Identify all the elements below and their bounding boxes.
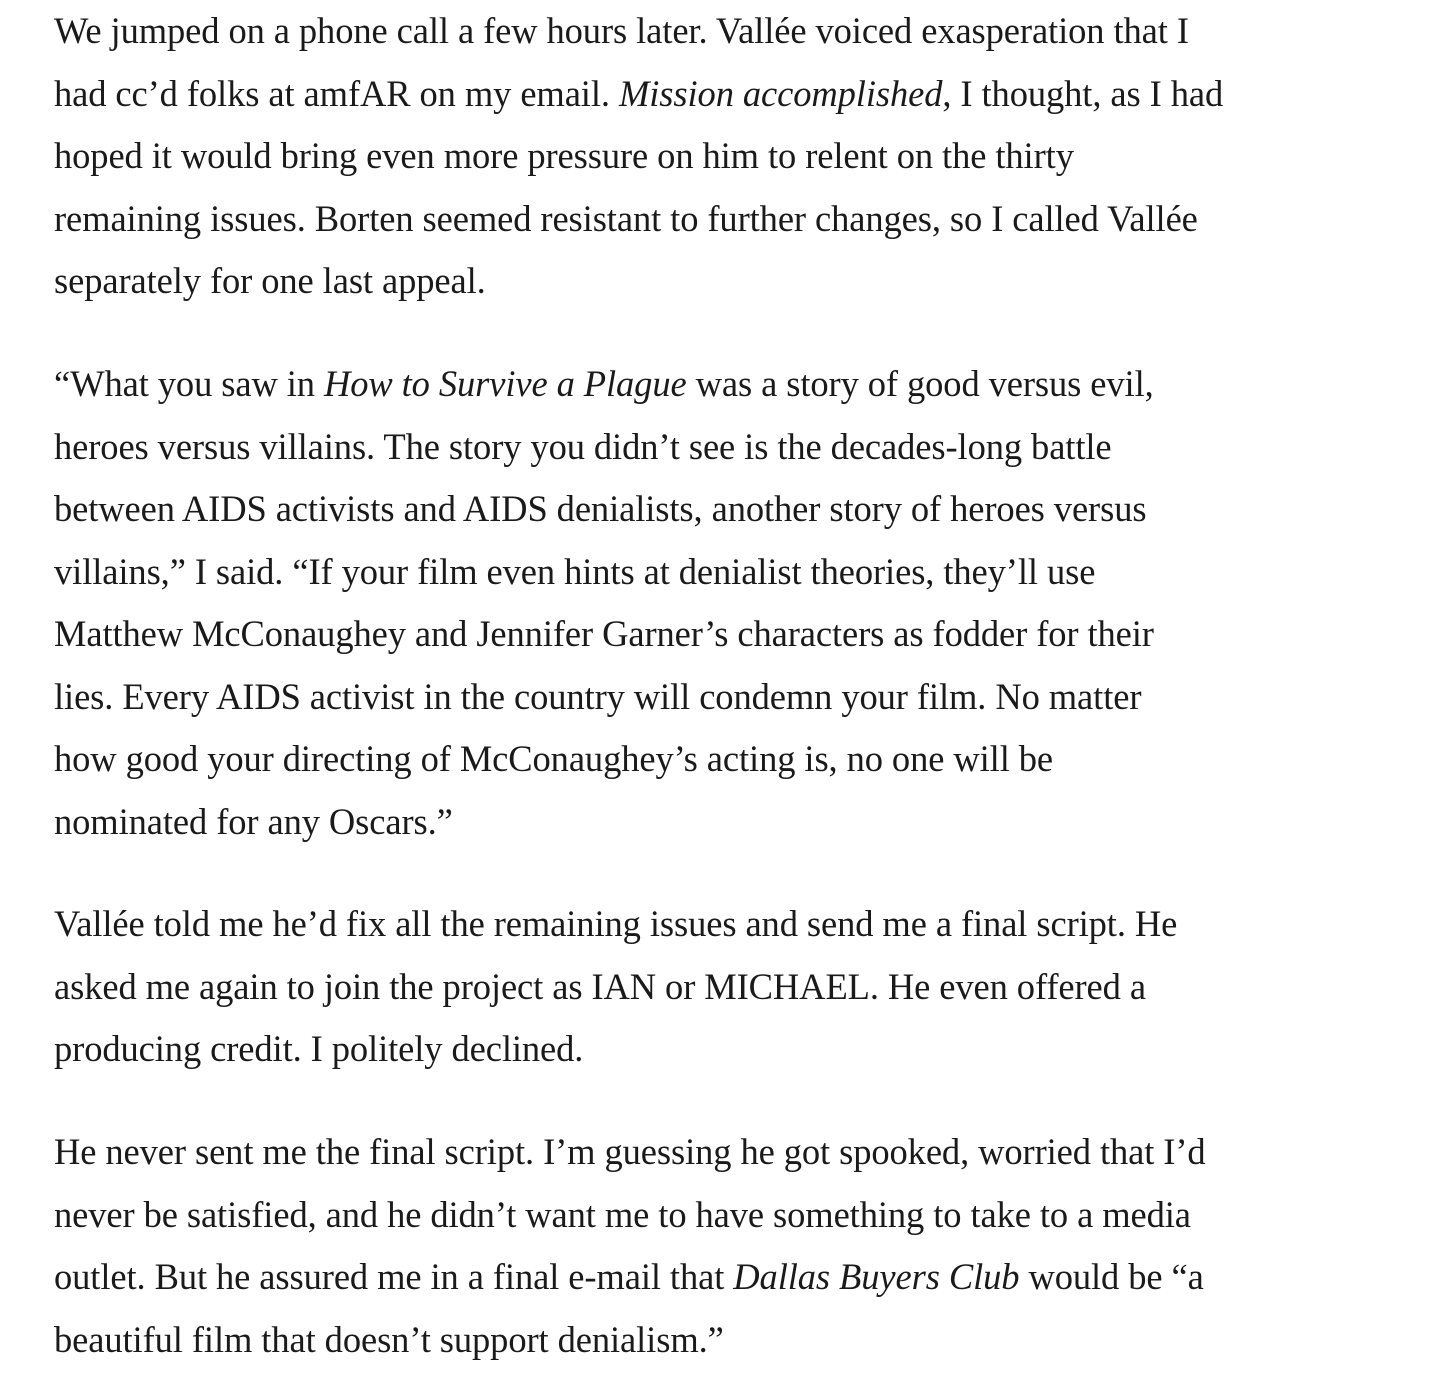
text-segment: He never sent me the final script. I’m guessing he got spooked, worried that I’d [54, 1131, 1206, 1172]
paragraph [54, 0, 1354, 313]
text-segment: , I thought, as I had [942, 72, 1224, 114]
text-line [54, 416, 1354, 479]
text-segment: heroes versus villains. The story you didn’t see is the decades-long battle [54, 425, 1112, 467]
text-line [54, 125, 1354, 188]
italic-title: Dallas Buyers Club [733, 1256, 1020, 1297]
text-line [54, 541, 1354, 604]
paragraph [54, 353, 1354, 853]
italic-title: Mission accomplished [618, 72, 943, 114]
text-line [54, 791, 1354, 854]
text-segment: Vallée told me he’d fix all the remaining issues and send me a final script. He [54, 903, 1178, 944]
paragraph [54, 1121, 1354, 1371]
text-segment: outlet. But he assured me in a final e-mail that [54, 1256, 734, 1297]
text-segment: “What you saw in [54, 363, 324, 404]
text-line [54, 728, 1354, 791]
text-line [54, 250, 1354, 313]
text-line [54, 1121, 1354, 1184]
text-line [54, 1018, 1354, 1081]
text-segment: how good your directing of McConaughey’s acting is, no one will be [54, 738, 1054, 779]
text-segment: producing credit. I politely declined. [54, 1028, 584, 1069]
text-line [54, 666, 1354, 729]
text-segment: hoped it would bring even more pressure on him to relent on the thirty [54, 135, 1074, 176]
text-segment: was a story of good versus evil, [686, 363, 1154, 404]
text-segment: had cc’d folks at amfAR on my email. [54, 72, 619, 114]
text-line [54, 63, 1354, 126]
text-line [54, 893, 1354, 956]
text-segment: beautiful film that doesn’t support denialism.” [54, 1318, 724, 1360]
text-segment: never be satisfied, and he didn’t want me to have something to take to a media [54, 1193, 1191, 1235]
text-segment: between AIDS activists and AIDS denialists, another story of heroes versus [54, 488, 1147, 529]
text-line [54, 1309, 1354, 1372]
text-segment: separately for one last appeal. [54, 260, 486, 301]
italic-title: How to Survive a Plague [323, 363, 687, 404]
text-segment: asked me again to join the project as IAN or MICHAEL. He even offered a [54, 965, 1146, 1007]
text-segment: lies. Every AIDS activist in the country will condemn your film. No matter [54, 675, 1142, 717]
text-line [54, 188, 1354, 251]
paragraph [54, 893, 1354, 1081]
text-line [54, 478, 1354, 541]
text-line [54, 956, 1354, 1019]
text-segment: We jumped on a phone call a few hours later. Vallée voiced exasperation that I [54, 10, 1189, 51]
text-segment: Matthew McConaughey and Jennifer Garner’s characters as fodder for their [54, 613, 1154, 654]
text-line [54, 353, 1354, 416]
text-line [54, 1184, 1354, 1247]
text-segment: nominated for any Oscars.” [54, 800, 453, 842]
text-line [54, 0, 1354, 63]
text-line [54, 603, 1354, 666]
text-segment: villains,” I said. “If your film even hints at denialist theories, they’ll use [54, 550, 1096, 592]
text-segment: would be “a [1019, 1256, 1204, 1297]
text-segment: remaining issues. Borten seemed resistant to further changes, so I called Vallée [54, 197, 1198, 239]
text-line [54, 1246, 1354, 1309]
